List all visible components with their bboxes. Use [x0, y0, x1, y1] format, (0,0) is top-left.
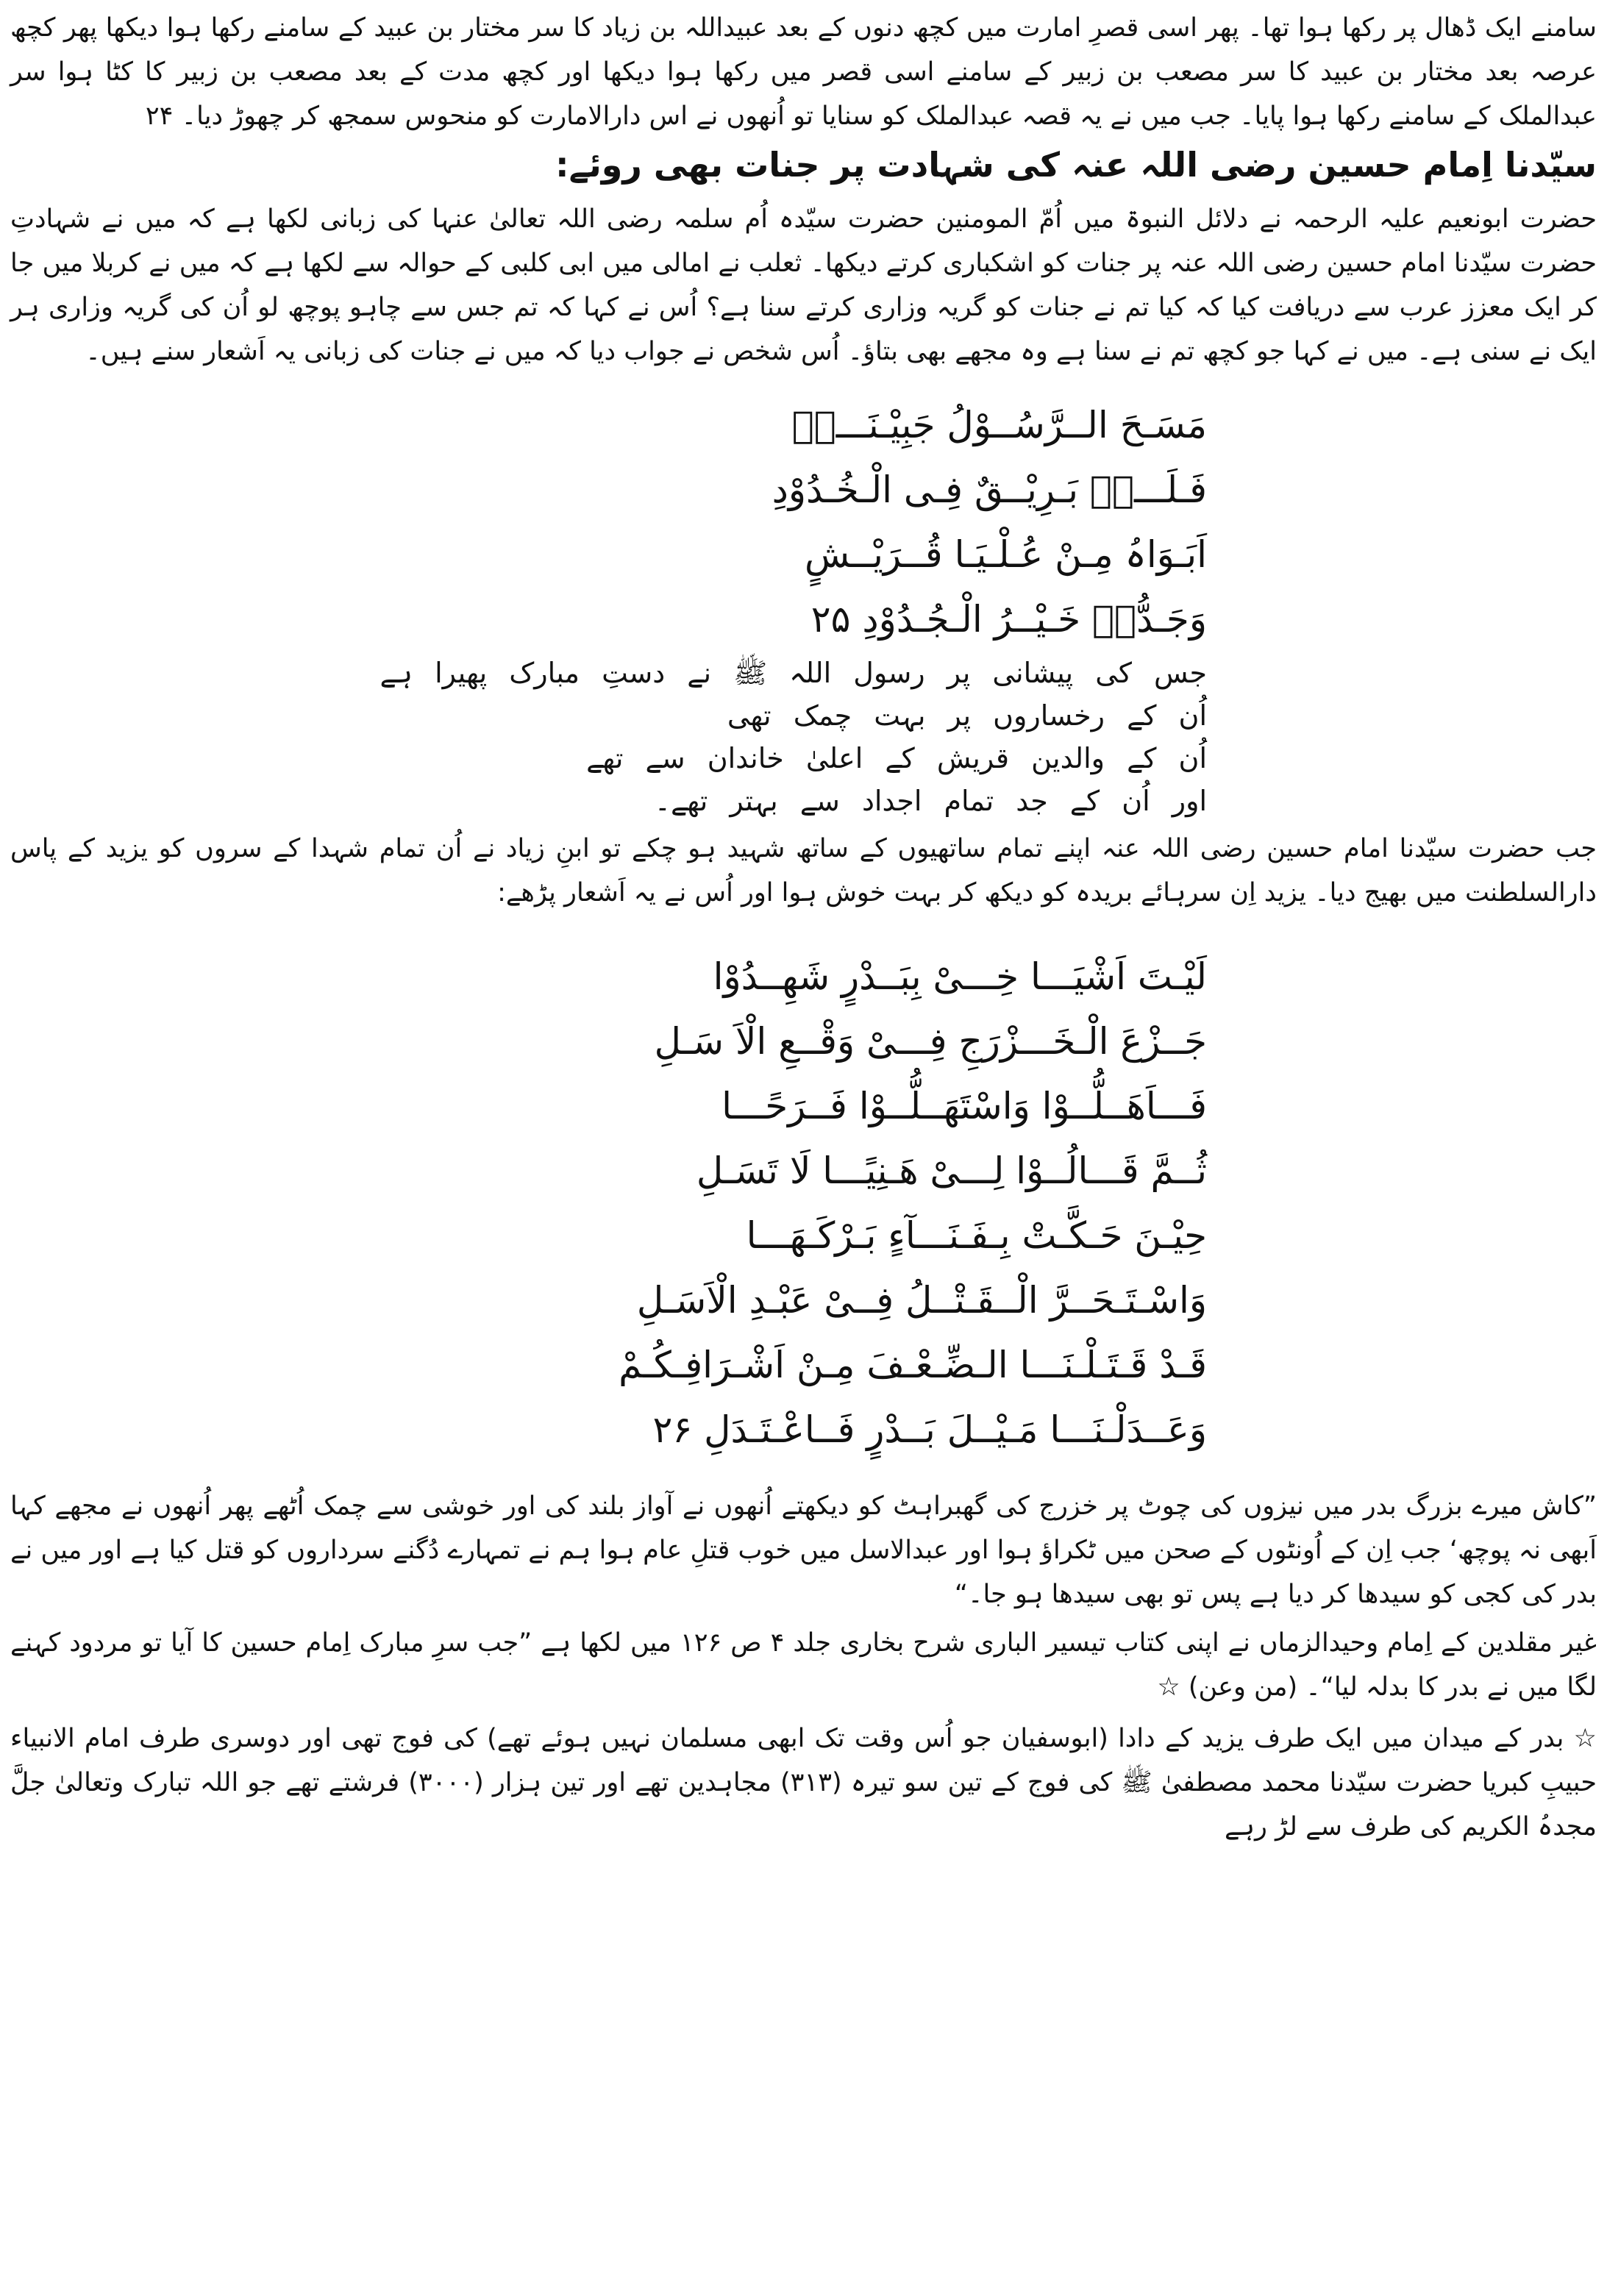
arabic-verse: وَعَــدَلْـنَـــا مَـیْــلَ بَــدْرٍ فَــاعْـتَـدَلِ ۲۶ [652, 1408, 1207, 1451]
arabic-verse: قَـدْ قَـتَـلْـنَـــا الـضِّـعْـفَ مِـنْ اَشْـرَافِـکُـمْ [619, 1344, 1207, 1386]
verse-translation: جس کی پیشانی پر رسول اللہ ﷺ نے دستِ مبارک پھیرا ہے [380, 657, 1207, 689]
verse-translation: اُن کے والدین قریش کے اعلیٰ خاندان سے تھے [586, 742, 1207, 774]
arabic-verse: جَــزْعَ الْـخَـــزْرَجِ فِـــیْ وَقْــعِ الْاَ سَـلِ [654, 1020, 1207, 1063]
arabic-verse: وَاسْـتَـحَــرَّ الْــقَـتْــلُ فِــیْ عَبْـدِ الْاَسَـلِ [636, 1279, 1207, 1322]
arabic-verse: لَیْـتَ اَشْیَـــا خِـــیْ بِبَــدْرٍ شَهِــدُوْا [713, 955, 1207, 998]
arabic-verse: ثُــمَّ قَـــالُــوْا لِـــیْ هَـنِیًـــا لَا تَسَـلِ [696, 1149, 1207, 1192]
paragraph-verse-translation-quote: ”کاش میرے بزرگ بدر میں نیزوں کی چوٹ پر خزرج کی گھبراہٹ کو دیکھتے اُنھوں نے آواز بلند کی اور خوشی سے چمک اُٹھے پھر اُنھوں نے مجھے کہا اَبھی نہ پوچھ‘ جب اِن کے اُونٹوں کے صحن میں ٹکراؤ ہوا اور عبدالاسل میں خوب قتلِ عام ہوا ہم نے تمہارے دُگنے سرداروں کو قتل کیا ہے اور میں نے بدر کی کجی کو سیدھا کر دیا ہے پس تو بھی سیدھا ہو جا۔“ [10, 1491, 1597, 1609]
arabic-verse: مَسَـحَ الــرَّسُــوْلُ جَبِیْـنَـــہٗ [791, 404, 1207, 446]
paragraph-waheed-reference: غیر مقلدین کے اِمام وحیدالزماں نے اپنی کتاب تیسیر الباری شرح بخاری جلد ۴ ص ۱۲۶ میں لکھا ہے ”جب سرِ مبارک اِمام حسین کا آیا تو مردود کہنے لگا میں نے بدر کا بدلہ لیا“۔ (من وعن) ☆ [10, 1628, 1597, 1702]
verse-block-second [118, 944, 1597, 1462]
paragraph-intro: سامنے ایک ڈھال پر رکھا ہوا تھا۔ پھر اسی قصرِ امارت میں کچھ دنوں کے بعد عبیداللہ بن زیاد کا سر مختار بن عبید کے سامنے رکھا ہوا دیکھا پھر کچھ عرصہ بعد مختار بن عبید کا سر مصعب بن زبیر کے سامنے اسی قصر میں رکھا ہوا دیکھا اور کچھ مدت کے بعد مصعب بن زبیر کا کٹا ہوا سر عبدالملک کے سامنے رکھا ہوا پایا۔ جب میں نے یہ قصہ عبدالملک کو سنایا تو اُنھوں نے اس دارالامارت کو منحوس سمجھ کر چھوڑ دیا۔ ۲۴ [10, 13, 1597, 131]
arabic-verse: وَجَـدُّہٗ خَـیْــرُ الْـجُـدُوْدِ ۲۵ [810, 598, 1207, 641]
paragraph-yazid: جب حضرت سیّدنا امام حسین رضی اللہ عنہ اپنے تمام ساتھیوں کے ساتھ شہید ہو چکے تو ابنِ زیاد نے اُن تمام شہدا کے سروں کو یزید کے پاس دارالسلطنت میں بھیج دیا۔ یزید اِن سرہائے بریدہ کو دیکھ کر بہت خوش ہوا اور اُس نے یہ اَشعار پڑھے: [10, 834, 1597, 908]
paragraph-badr-footnote: ☆ بدر کے میدان میں ایک طرف یزید کے دادا (ابوسفیان جو اُس وقت تک ابھی مسلمان نہیں ہوئے تھے) کی فوج تھی اور دوسری طرف امام الانبیاء حبیبِ کبریا حضرت سیّدنا محمد مصطفیٰ ﷺ کی فوج کے تین سو تیرہ (۳۱۳) مجاہدین تھے اور تین ہزار (۳۰۰۰) فرشتے تھے جو اللہ تبارک وتعالیٰ جلَّ مجدہُ الکریم کی طرف سے لڑ رہے [10, 1724, 1597, 1842]
verse-block-first [118, 393, 1597, 822]
arabic-verse: فَـلَـــہٗ بَـرِیْــقٌ فِـی الْـخُـدُوْدِ [772, 468, 1207, 511]
verse-translation: اُن کے رخساروں پر بہت چمک تھی [727, 699, 1207, 732]
arabic-verse: فَـــاَهَــلُّــوْا وَاسْتَهَــلُّــوْا فَــرَحًـــا [721, 1085, 1207, 1127]
arabic-verse: اَبَـوَاہُ مِـنْ عُـلْـیَـا قُــرَیْــشٍ [804, 533, 1207, 576]
paragraph-jinn-narration: حضرت ابونعیم علیہ الرحمہ نے دلائل النبوۃ میں اُمّ المومنین حضرت سیّدہ اُم سلمہ رضی اللہ تعالیٰ عنہا کی زبانی لکھا ہے کہ میں نے شہادتِ حضرت سیّدنا امام حسین رضی اللہ عنہ پر جنات کو اشکباری کرتے دیکھا۔ ثعلب نے امالی میں ابی کلبی کے حوالہ سے لکھا ہے کہ میں نے کربلا میں جا کر ایک معزز عرب سے دریافت کیا کہ کیا تم نے جنات کو گریہ وزاری کرتے سنا ہے؟ اُس نے کہا کہ تم جس سے چاہو پوچھ لو اُن کی گریہ وزاری ہر ایک نے سنی ہے۔ میں نے کہا جو کچھ تم نے سنا ہے وہ مجھے بھی بتاؤ۔ اُس شخص نے جواب دیا کہ میں نے جنات کی زبانی یہ اَشعار سنے ہیں۔ [10, 204, 1597, 366]
arabic-verse: حِیْـنَ حَـکَّـتْ بِـفَـنَـــآءٍ بَـرْکَـهَـــا [746, 1214, 1207, 1257]
verse-translation: اور اُن کے جد تمام اجداد سے بہتر تھے۔ [654, 785, 1207, 817]
section-heading: سیّدنا اِمام حسین رضی اللہ عنہ کی شہادت پر جنات بھی روئے: [555, 145, 1597, 185]
